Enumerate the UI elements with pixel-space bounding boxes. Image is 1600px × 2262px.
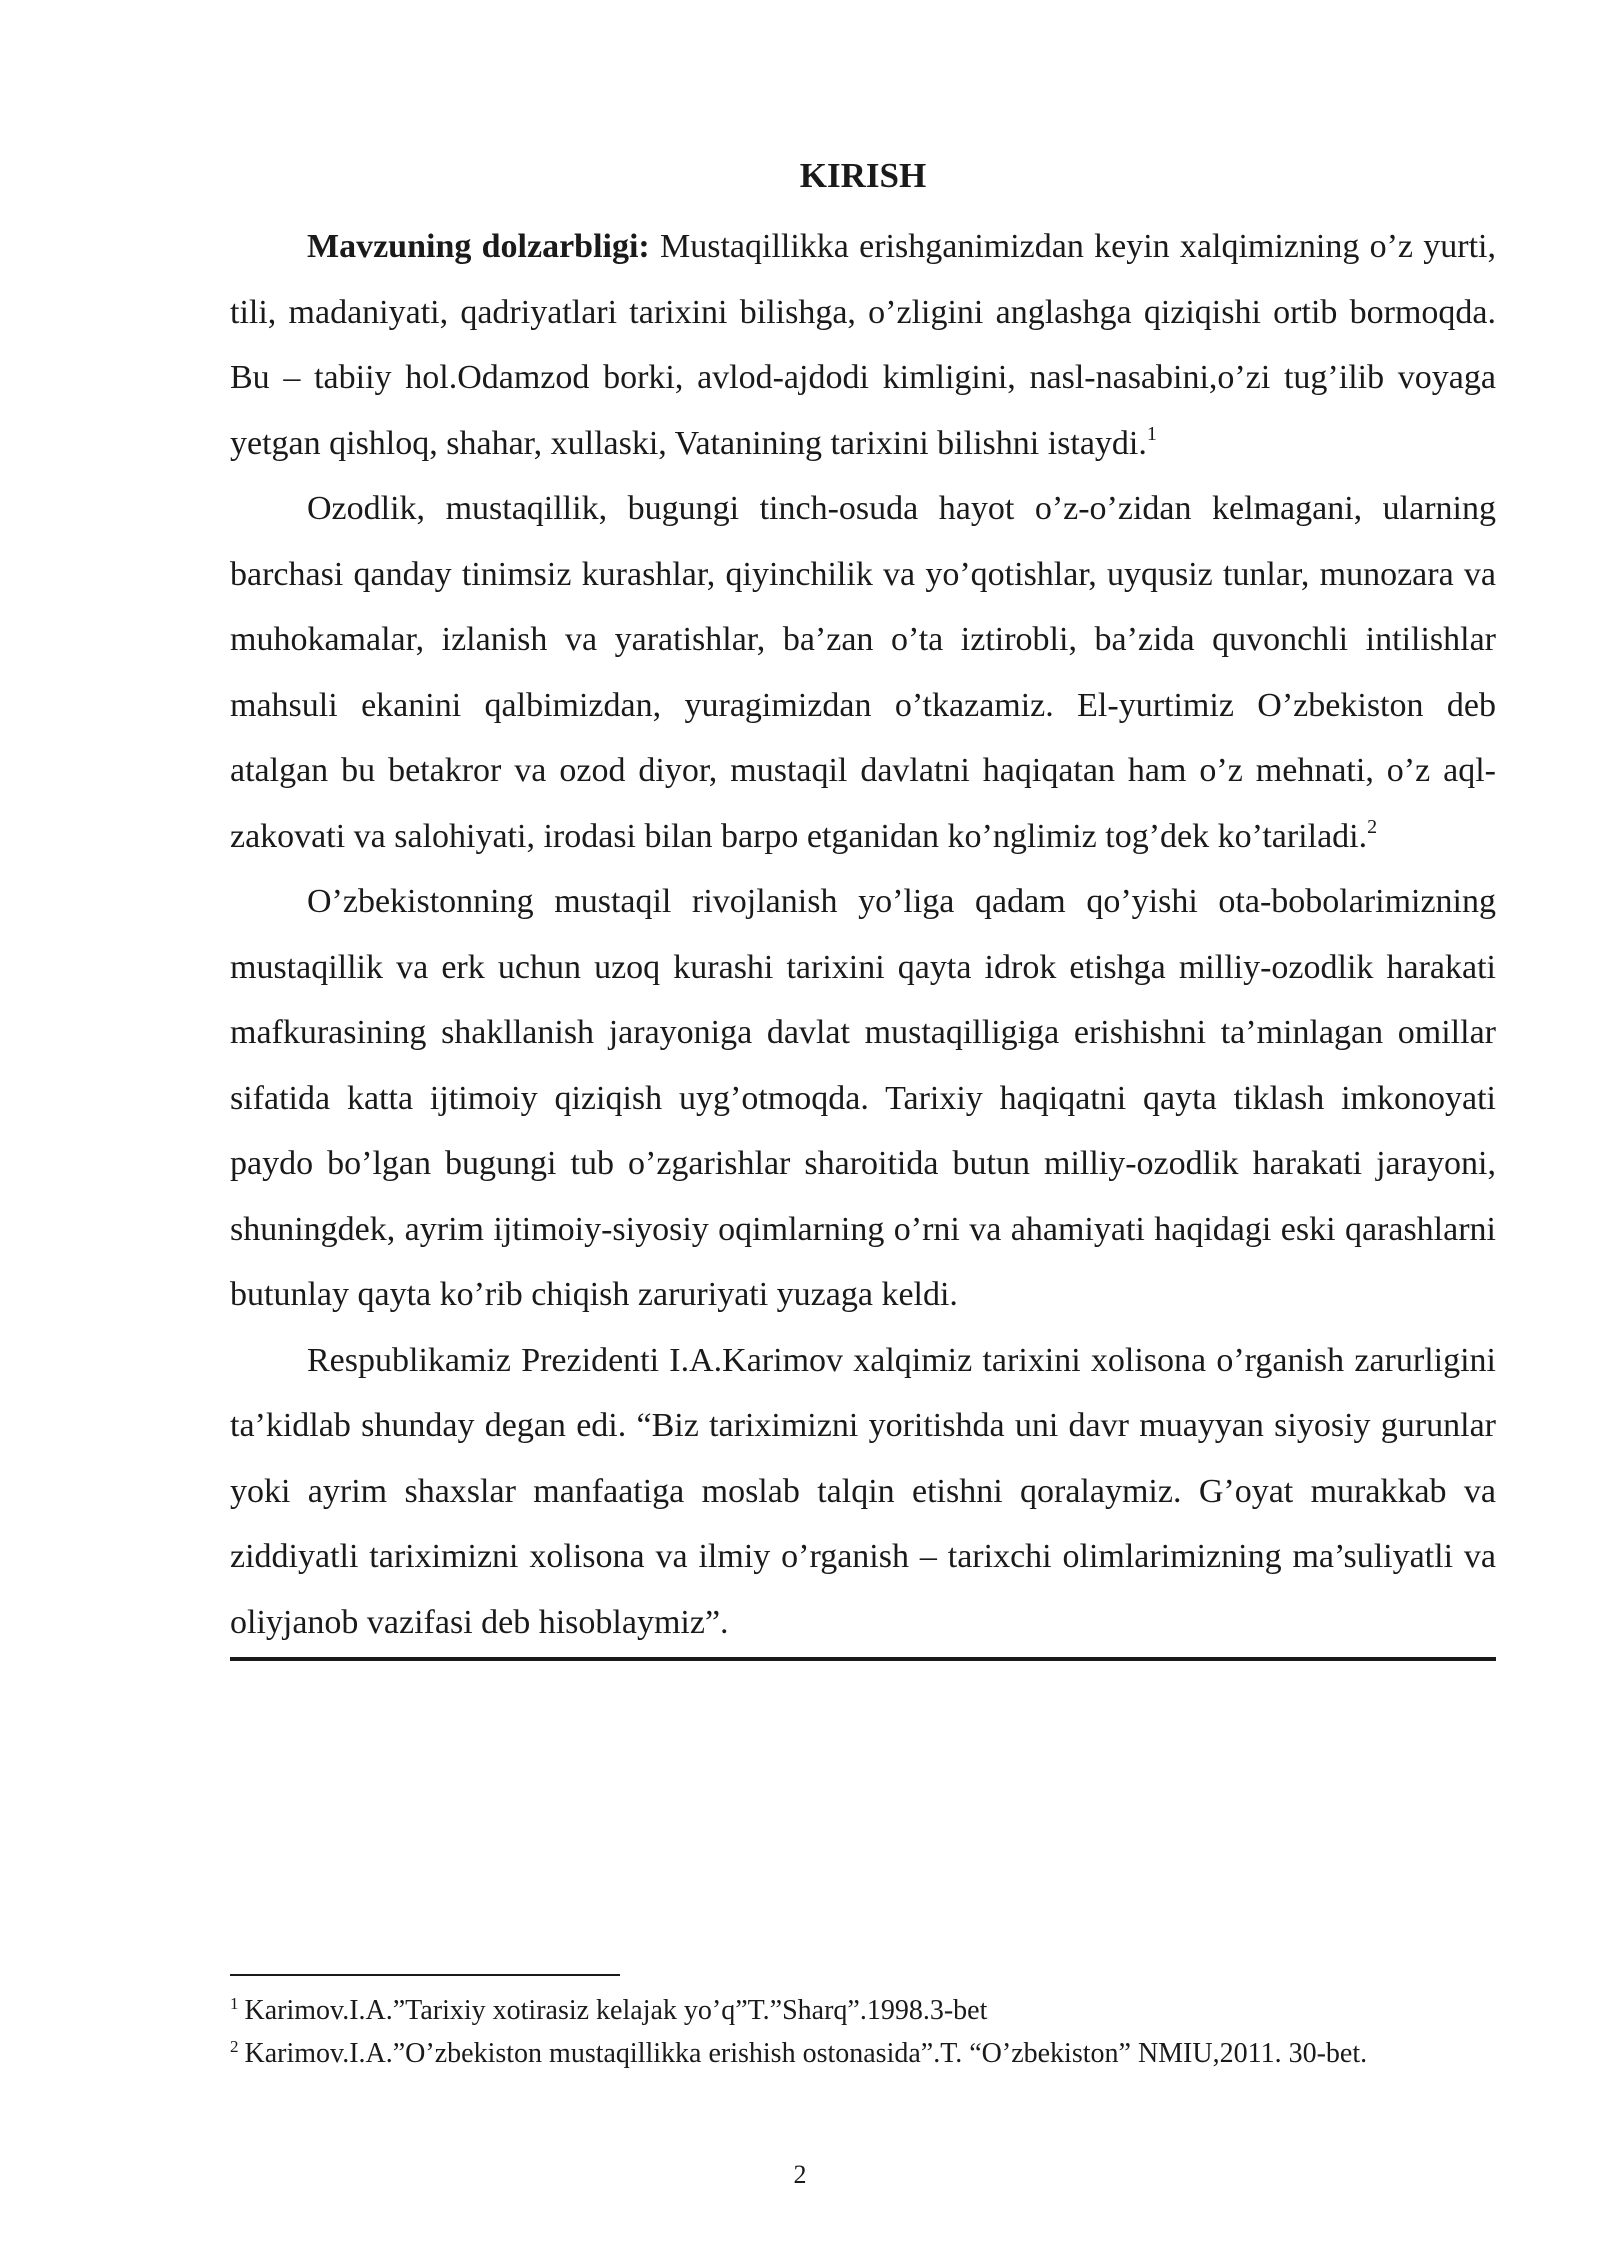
footnote-separator: [230, 1974, 620, 1976]
paragraph-president-quote: [230, 1328, 1496, 1656]
page-title: KIRISH: [799, 156, 927, 195]
paragraph-text: Respublikamiz Prezidenti I.A.Karimov xalqimiz tarixini xolisona o’rganish zarurligini ta’kidlab shunday degan edi. “Biz tariximizni yoritishda uni davr muayyan siyosiy gurunlar yoki ayrim shaxslar manfaatiga moslab talqin etishni qoralaymiz. G’oyat murakkab va ziddiyatli tariximizni xolisona va ilmiy o’rganish – tarixchi olimlarimizning ma’suliyatli va oliyjanob vazifasi deb hisoblaymiz”.: [230, 1341, 1496, 1641]
footnote-mark: 2: [230, 2037, 239, 2056]
paragraph-text: Ozodlik, mustaqillik, bugungi tinch-osuda hayot o’z-o’zidan kelmagani, ularning barchasi qanday tinimsiz kurashlar, qiyinchilik va yo’qotishlar, uyqusiz tunlar, munozara va muhokamalar, izlanish va yaratishlar, ba’zan o’ta iztirobli, ba’zida quvonchli intilishlar mahsuli ekanini qalbimizdan, yuragimizdan o’tkazamiz. El-yurtimiz O’zbekiston deb atalgan bu betakror va ozod diyor, mustaqil davlatni haqiqatan ham o’z mehnati, o’z aql-zakovati va salohiyati, irodasi bilan barpo etganidan ko’nglimiz tog’dek ko’tariladi.: [230, 490, 1496, 855]
footnote-ref[interactable]: 2: [1367, 815, 1378, 838]
paragraph-relevance: [230, 214, 1496, 476]
footnote-item: [230, 1994, 1496, 2028]
paragraph-history: [230, 869, 1496, 1328]
paragraph-independence: [230, 476, 1496, 869]
main-text: [230, 150, 1496, 1661]
paragraph-text: O’zbekistonning mustaqil rivojlanish yo’liga qadam qo’yishi ota-bobolarimizning mustaqillik va erk uchun uzoq kurashi tarixini qayta idrok etishga milliy-ozodlik harakati mafkurasining shakllanish jarayoniga davlat mustaqilligiga erishishni ta’minlagan omillar sifatida katta ijtimoiy qiziqish uyg’otmoqda. Tarixiy haqiqatni qayta tiklash imkonoyati paydo bo’lgan bugungi tub o’zgarishlar sharoitida butun milliy-ozodlik harakati jarayoni, shuningdek, ayrim ijtimoiy-siyosiy oqimlarning o’rni va ahamiyati haqidagi eski qarashlarni butunlay qayta ko’rib chiqish zaruriyati yuzaga keldi.: [230, 883, 1496, 1313]
footnote-ref[interactable]: 1: [1146, 422, 1157, 445]
footnotes: [230, 1994, 1496, 2080]
paragraph-lead: Mavzuning dolzarbligi:: [307, 228, 650, 265]
footnote-mark: 1: [230, 1994, 239, 2013]
footnote-text: Karimov.I.A.”O’zbekiston mustaqillikka erishish ostonasida”.T. “O’zbekiston” NMIU,2011. 30-bet.: [244, 2038, 1368, 2069]
paragraph-text: Mustaqillikka erishganimizdan keyin xalqimizning o’z yurti, tili, madaniyati, qadriyatlari tarixini bilishga, o’zligini anglashga qiziqishi ortib bormoqda. Bu – tabiiy hol.Odamzod borki, avlod-ajdodi kimligini, nasl-nasabini,o’zi tug’ilib voyaga yetgan qishloq, shahar, xullaski, Vatanining tarixini bilishni istaydi.: [230, 228, 1496, 462]
footnote-text: Karimov.I.A.”Tarixiy xotirasiz kelajak yo’q”T.”Sharq”.1998.3-bet: [244, 1995, 988, 2026]
section-divider: [230, 1657, 1496, 1661]
footnote-item: [230, 2028, 1496, 2080]
page-number: 2: [793, 2160, 807, 2189]
